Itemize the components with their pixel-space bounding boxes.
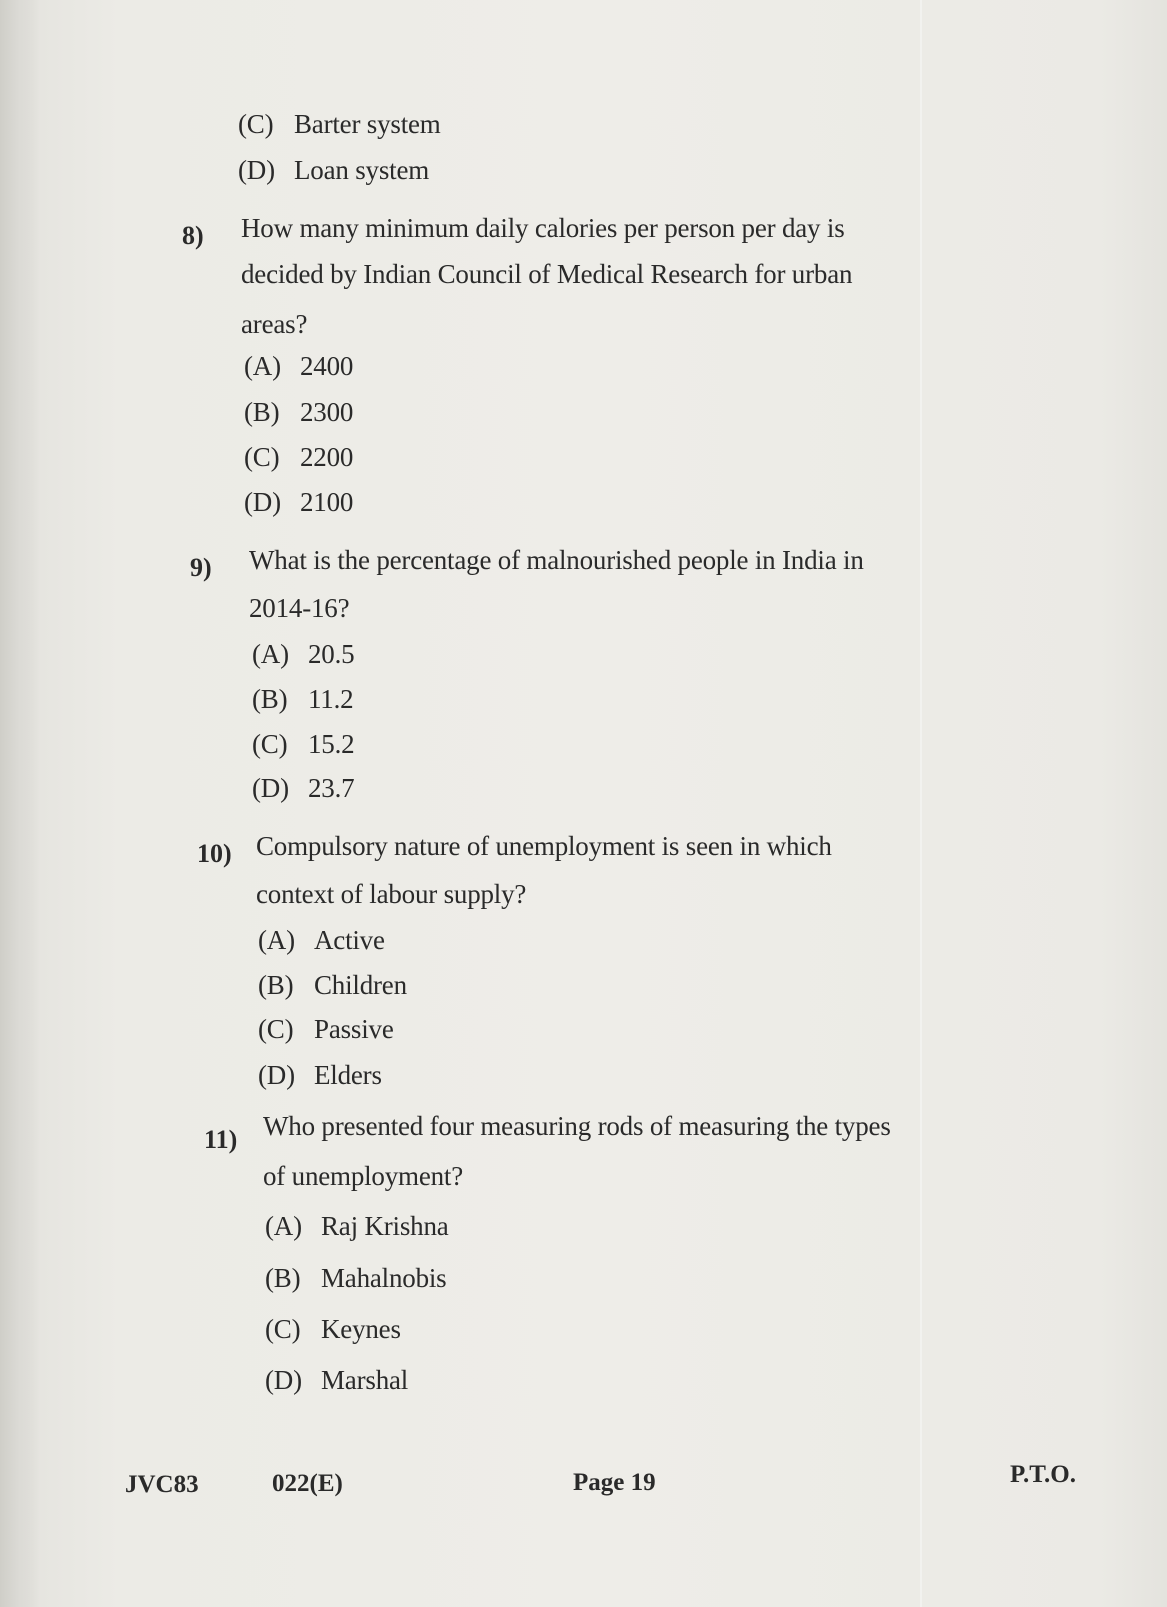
question-9-option-d: (D) 23.7 <box>252 773 355 803</box>
question-9-option-a: (A) 20.5 <box>252 639 355 669</box>
question-10-line-2: context of labour supply? <box>256 879 527 909</box>
question-11-option-c: (C) Keynes <box>265 1314 401 1344</box>
question-8-number: 8) <box>182 221 204 250</box>
question-11-line-2: of unemployment? <box>263 1161 463 1191</box>
question-8-option-d: (D) 2100 <box>244 487 354 517</box>
question-9-line-2: 2014-16? <box>249 593 350 623</box>
question-10-option-b: (B) Children <box>258 970 407 1000</box>
question-11-option-d: (D) Marshal <box>265 1365 409 1395</box>
footer-code: JVC83 <box>125 1471 199 1498</box>
question-8-line-3: areas? <box>241 309 308 339</box>
question-11-number: 11) <box>204 1125 238 1154</box>
option-c: (C) Barter system <box>238 109 441 139</box>
question-9-option-c: (C) 15.2 <box>252 729 355 759</box>
question-10-option-a: (A) Active <box>258 925 385 955</box>
question-8-line-2: decided by Indian Council of Medical Research for urban <box>241 259 853 289</box>
option-d: (D) Loan system <box>238 155 430 185</box>
question-11-line-1: Who presented four measuring rods of measuring the types <box>263 1111 891 1141</box>
question-9-line-1: What is the percentage of malnourished people in India in <box>249 545 864 575</box>
footer-paper-code: 022(E) <box>272 1470 343 1497</box>
footer-page-number: Page 19 <box>573 1469 656 1496</box>
question-8-line-1: How many minimum daily calories per person per day is <box>241 213 845 243</box>
footer-pto: P.T.O. <box>1010 1461 1076 1488</box>
page-edge-shadow <box>0 0 40 1607</box>
question-9-number: 9) <box>190 553 212 582</box>
question-11-option-b: (B) Mahalnobis <box>265 1263 447 1293</box>
question-10-number: 10) <box>197 839 232 868</box>
question-10-option-c: (C) Passive <box>258 1014 394 1044</box>
question-8-option-c: (C) 2200 <box>244 442 354 472</box>
question-8-option-a: (A) 2400 <box>244 351 354 381</box>
question-8-option-b: (B) 2300 <box>244 397 354 427</box>
question-10-line-1: Compulsory nature of unemployment is seen in which <box>256 831 832 861</box>
question-9-option-b: (B) 11.2 <box>252 684 354 714</box>
question-10-option-d: (D) Elders <box>258 1060 382 1090</box>
question-11-option-a: (A) Raj Krishna <box>265 1211 449 1241</box>
page-fold <box>920 0 922 1607</box>
